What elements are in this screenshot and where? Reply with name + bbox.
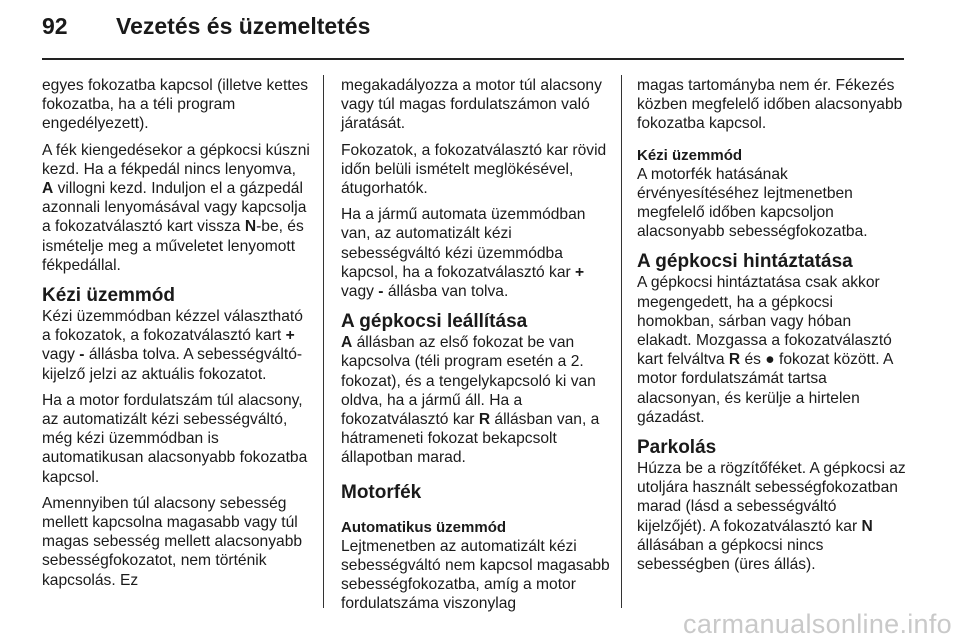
page-title: Vezetés és üzemeltetés	[116, 13, 371, 39]
subheading-automatic-mode: Automatikus üzemmód	[341, 518, 507, 536]
section-heading-stopping: A gépkocsi leállítása	[341, 311, 528, 333]
paragraph: megakadályozza a motor túl alacsony vagy túl magas fordulatszámon való járatását.	[341, 77, 602, 133]
paragraph: A motorfék hatásának érvényesítéséhez lejtmenetben megfelelő időben kapcsoljon alacsonyabb sebességfokozatba.	[637, 165, 868, 241]
paragraph: Húzza be a rögzítőféket. A gépkocsi az utoljára használt sebességfokozatban marad (lásd a sebességváltó kijelzőjét). A fokozatválasztó kar N állásában a gépkocsi nincs sebességben (üres állás).	[637, 460, 906, 574]
section-heading-rocking: A gépkocsi hintáztatása	[637, 251, 853, 273]
paragraph: magas tartományba nem ér. Fékezés közben megfelelő időben alacsonyabb fokozatba kapcsol.	[637, 77, 903, 133]
page-number: 92	[42, 13, 68, 39]
paragraph: Amennyiben túl alacsony sebesség mellett kapcsolna magasabb vagy túl magas sebesség mellett alacsonyabb sebességfokozatot, nem történik kapcsolás. Ez	[42, 494, 303, 589]
header-divider	[42, 58, 904, 60]
paragraph: egyes fokozatba kapcsol (illetve kettes fokozatba, ha a téli program engedélyezett).	[42, 77, 309, 133]
watermark: carmanualsonline.info	[683, 609, 952, 639]
paragraph: A gépkocsi hintáztatása csak akkor megengedett, ha a gépkocsi homokban, sárban vagy hóban elakadt. Mozgassa a fokozatválasztó kart felváltva R és ● fokozat között. A motor fordulatszámát tartsa alacsonyan, és kerülje a hirtelen gázadást.	[637, 274, 893, 426]
paragraph: Fokozatok, a fokozatválasztó kar rövid időn belüli ismételt meglökésével, átugorhatók.	[341, 141, 607, 198]
page-header	[0, 0, 960, 60]
paragraph: A fék kiengedésekor a gépkocsi kúszni kezd. Ha a fékpedál nincs lenyomva, A villogni kezd. Induljon el a gázpedál azonnali lenyomásával vagy kapcsolja a fokozatválasztó kart vissza N-be, és ismételje meg a műveletet lenyomott fékpedállal.	[42, 141, 310, 274]
paragraph: Ha a motor fordulatszám túl alacsony, az automatizált kézi sebességváltó, még kézi üzemmódban is automatikusan alacsonyabb fokozatba kapcsol.	[42, 391, 308, 486]
column-divider-2	[621, 75, 622, 608]
paragraph: A állásban az első fokozat be van kapcsolva (téli program esetén a 2. fokozat), és a tengelykapcsoló ki van oldva, ha a jármű áll. Ha a fokozatválasztó kar R állásban van, a hátrameneti fokozat bekapcsolt állapotban marad.	[341, 334, 600, 467]
column-divider-1	[323, 75, 324, 608]
paragraph: Lejtmenetben az automatizált kézi sebességváltó nem kapcsol magasabb sebességfokozatba, amíg a motor fordulatszáma viszonylag	[341, 537, 610, 613]
section-heading-parking: Parkolás	[637, 437, 717, 459]
paragraph: Ha a jármű automata üzemmódban van, az automatizált kézi sebességváltó kézi üzemmódba kapcsol, ha a fokozatválasztó kar + vagy - állásba van tolva.	[341, 206, 586, 301]
column-2	[341, 76, 611, 620]
subheading-manual-mode: Kézi üzemmód	[637, 146, 743, 164]
column-3	[637, 76, 907, 581]
column-1	[42, 76, 310, 597]
section-heading-manual-mode: Kézi üzemmód	[42, 285, 176, 307]
section-heading-engine-brake: Motorfék	[341, 481, 422, 503]
paragraph: Kézi üzemmódban kézzel választható a fokozatok, a fokozatválasztó kart + vagy - állásba tolva. A sebességváltó-kijelző jelzi az aktuális fokozatot.	[42, 308, 303, 383]
